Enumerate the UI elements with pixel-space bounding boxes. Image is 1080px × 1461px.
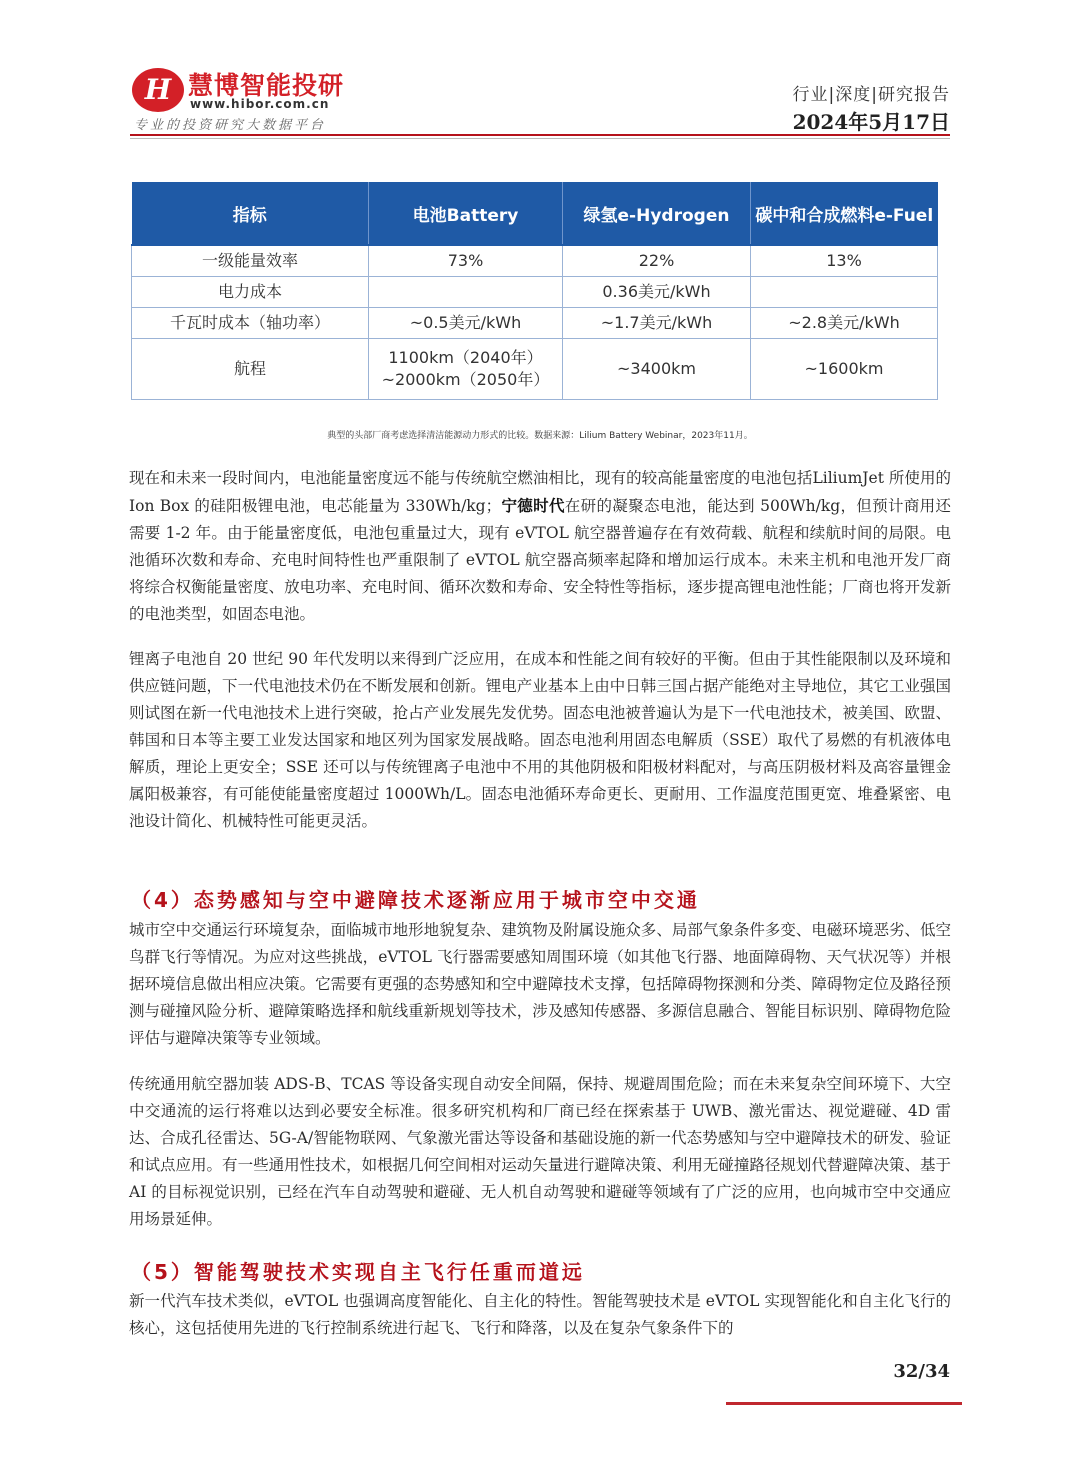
table-cell — [369, 339, 563, 400]
paragraph-text: 在研的凝聚态电池，能达到 500Wh/kg，但预计商用还需要 1-2 年。由于能量密度低，电池包重量过大，现有 eVTOL 航空器普遍存在有效荷载、航程和续航时间的局限。电池循环次数和寿命、充电时间特性也严重限制了 eVTOL 航空器高频率起降和增加运行成本。未来主机和电池开发厂商将综合权衡能量密度、放电功率、充电时间、循环次数和寿命、安全特性等指标，逐步提高锂电池性能；厂商也将开发新的电池类型，如固态电池。 — [129, 497, 951, 623]
logo-name: 慧博智能投研 — [188, 71, 345, 100]
report-type: 行业|深度|研究报告 — [792, 85, 950, 105]
section-heading-5: （5）智能驾驶技术实现自主飞行任重而道远 — [131, 1260, 585, 1284]
range-2050: ~2000km（2050年） — [381, 370, 550, 389]
table-cell: 航程 — [132, 339, 369, 400]
paragraph-text: 现在和未来一段时间内，电池能量密度远不能与传统航空燃油相比，现有的较高能量密度的电池包括LiliumJet 所使用的 Ion Box 的硅阳极锂电池，电芯能量为 330Wh/kg； — [129, 469, 951, 515]
table-cell — [369, 277, 563, 308]
table-cell: ~1.7美元/kWh — [563, 308, 751, 339]
table-cell: 电力成本 — [132, 277, 369, 308]
logo — [132, 64, 352, 133]
table-cell: 13% — [751, 245, 938, 277]
table-cell: 千瓦时成本（轴功率） — [132, 308, 369, 339]
energy-comparison-table — [131, 182, 938, 400]
range-2040: 1100km（2040年） — [388, 348, 543, 367]
header-divider — [130, 134, 950, 136]
table-row — [132, 339, 938, 400]
footer-divider — [726, 1402, 962, 1405]
table-header-cell: 绿氢e-Hydrogen — [563, 182, 751, 245]
table-row — [132, 308, 938, 339]
table-row — [132, 245, 938, 277]
table-caption: 典型的头部厂商考虑选择清洁能源动力形式的比较。数据来源：Lilium Battery Webinar，2023年11月。 — [327, 431, 753, 441]
report-date: 2024年5月17日 — [792, 110, 950, 134]
table-row — [132, 277, 938, 308]
logo-url: www.hibor.com.cn — [190, 97, 330, 111]
table-cell — [751, 277, 938, 308]
table-cell: 0.36美元/kWh — [563, 277, 751, 308]
page-number: 32/34 — [893, 1361, 950, 1382]
table-cell: ~1600km — [751, 339, 938, 400]
paragraph-avoidance-tech: 传统通用航空器加装 ADS-B、TCAS 等设备实现自动安全间隔，保持、规避周围危险；而在未来复杂空间环境下、大空中交通流的运行将难以达到必要安全标准。很多研究机构和厂商已经在探索基于 UWB、激光雷达、视觉避碰、4D 雷达、合成孔径雷达、5G-A/智能物联网、气象激光雷达等设备和基础设施的新一代态势感知与空中避障技术的研发、验证和试点应用。有一些通用性技术，如根据几何空间相对运动矢量进行避障决策、利用无碰撞路径规划代替避障决策、基于 AI 的目标视觉识别，已经在汽车自动驾驶和避碰、无人机自动驾驶和避碰等领域有了广泛的应用，也向城市空中交通应用场景延伸。 — [129, 1075, 951, 1228]
table-header-cell: 电池Battery — [369, 182, 563, 245]
table-cell: ~2.8美元/kWh — [751, 308, 938, 339]
company-name: 宁德时代 — [501, 496, 565, 515]
table-header-cell: 指标 — [132, 182, 369, 245]
table-cell: ~3400km — [563, 339, 751, 400]
table-header-cell: 碳中和合成燃料e-Fuel — [751, 182, 938, 245]
table-cell: 73% — [369, 245, 563, 277]
paragraph-solid-state: 锂离子电池自 20 世纪 90 年代发明以来得到广泛应用，在成本和性能之间有较好的平衡。但由于其性能限制以及环境和供应链问题，下一代电池技术仍在不断发展和创新。锂电产业基本上由中日韩三国占据产能绝对主导地位，其它工业强国则试图在新一代电池技术上进行突破，抢占产业发展先发优势。固态电池被普遍认为是下一代电池技术，被美国、欧盟、韩国和日本等主要工业发达国家和地区列为国家发展战略。固态电池利用固态电解质（SSE）取代了易燃的有机液体电解质，理论上更安全；SSE 还可以与传统锂离子电池中不用的其他阴极和阳极材料配对，与高压阴极材料及高容量锂金属阳极兼容，有可能使能量密度超过 1000Wh/L。固态电池循环寿命更长、更耐用、工作温度范围更宽、堆叠紧密、电池设计简化、机械特性可能更灵活。 — [129, 650, 951, 830]
table-cell: 22% — [563, 245, 751, 277]
logo-mark: H — [132, 68, 184, 112]
paragraph-situational-awareness: 城市空中交通运行环境复杂，面临城市地形地貌复杂、建筑物及附属设施众多、局部气象条件多变、电磁环境恶劣、低空鸟群飞行等情况。为应对这些挑战，eVTOL 飞行器需要感知周围环境（如其他飞行器、地面障碍物、天气状况等）并根据环境信息做出相应决策。它需要有更强的态势感知和空中避障技术支撑，包括障碍物探测和分类、障碍物定位及路径预测与碰撞风险分析、避障策略选择和航线重新规划等技术，涉及感知传感器、多源信息融合、智能目标识别、障碍物危险评估与避障决策等专业领域。 — [129, 921, 951, 1047]
paragraph-battery-density — [129, 465, 951, 628]
table-cell: ~0.5美元/kWh — [369, 308, 563, 339]
table-header-row — [132, 182, 938, 245]
paragraph-autonomous-flight: 新一代汽车技术类似，eVTOL 也强调高度智能化、自主化的特性。智能驾驶技术是 eVTOL 实现智能化和自主化飞行的核心，这包括使用先进的飞行控制系统进行起飞、飞行和降落，以及在复杂气象条件下的 — [129, 1292, 951, 1337]
header-divider-thin — [130, 138, 950, 139]
table-cell: 一级能量效率 — [132, 245, 369, 277]
logo-tagline: 专业的投资研究大数据平台 — [134, 118, 327, 133]
section-heading-4: （4）态势感知与空中避障技术逐渐应用于城市空中交通 — [131, 888, 700, 912]
